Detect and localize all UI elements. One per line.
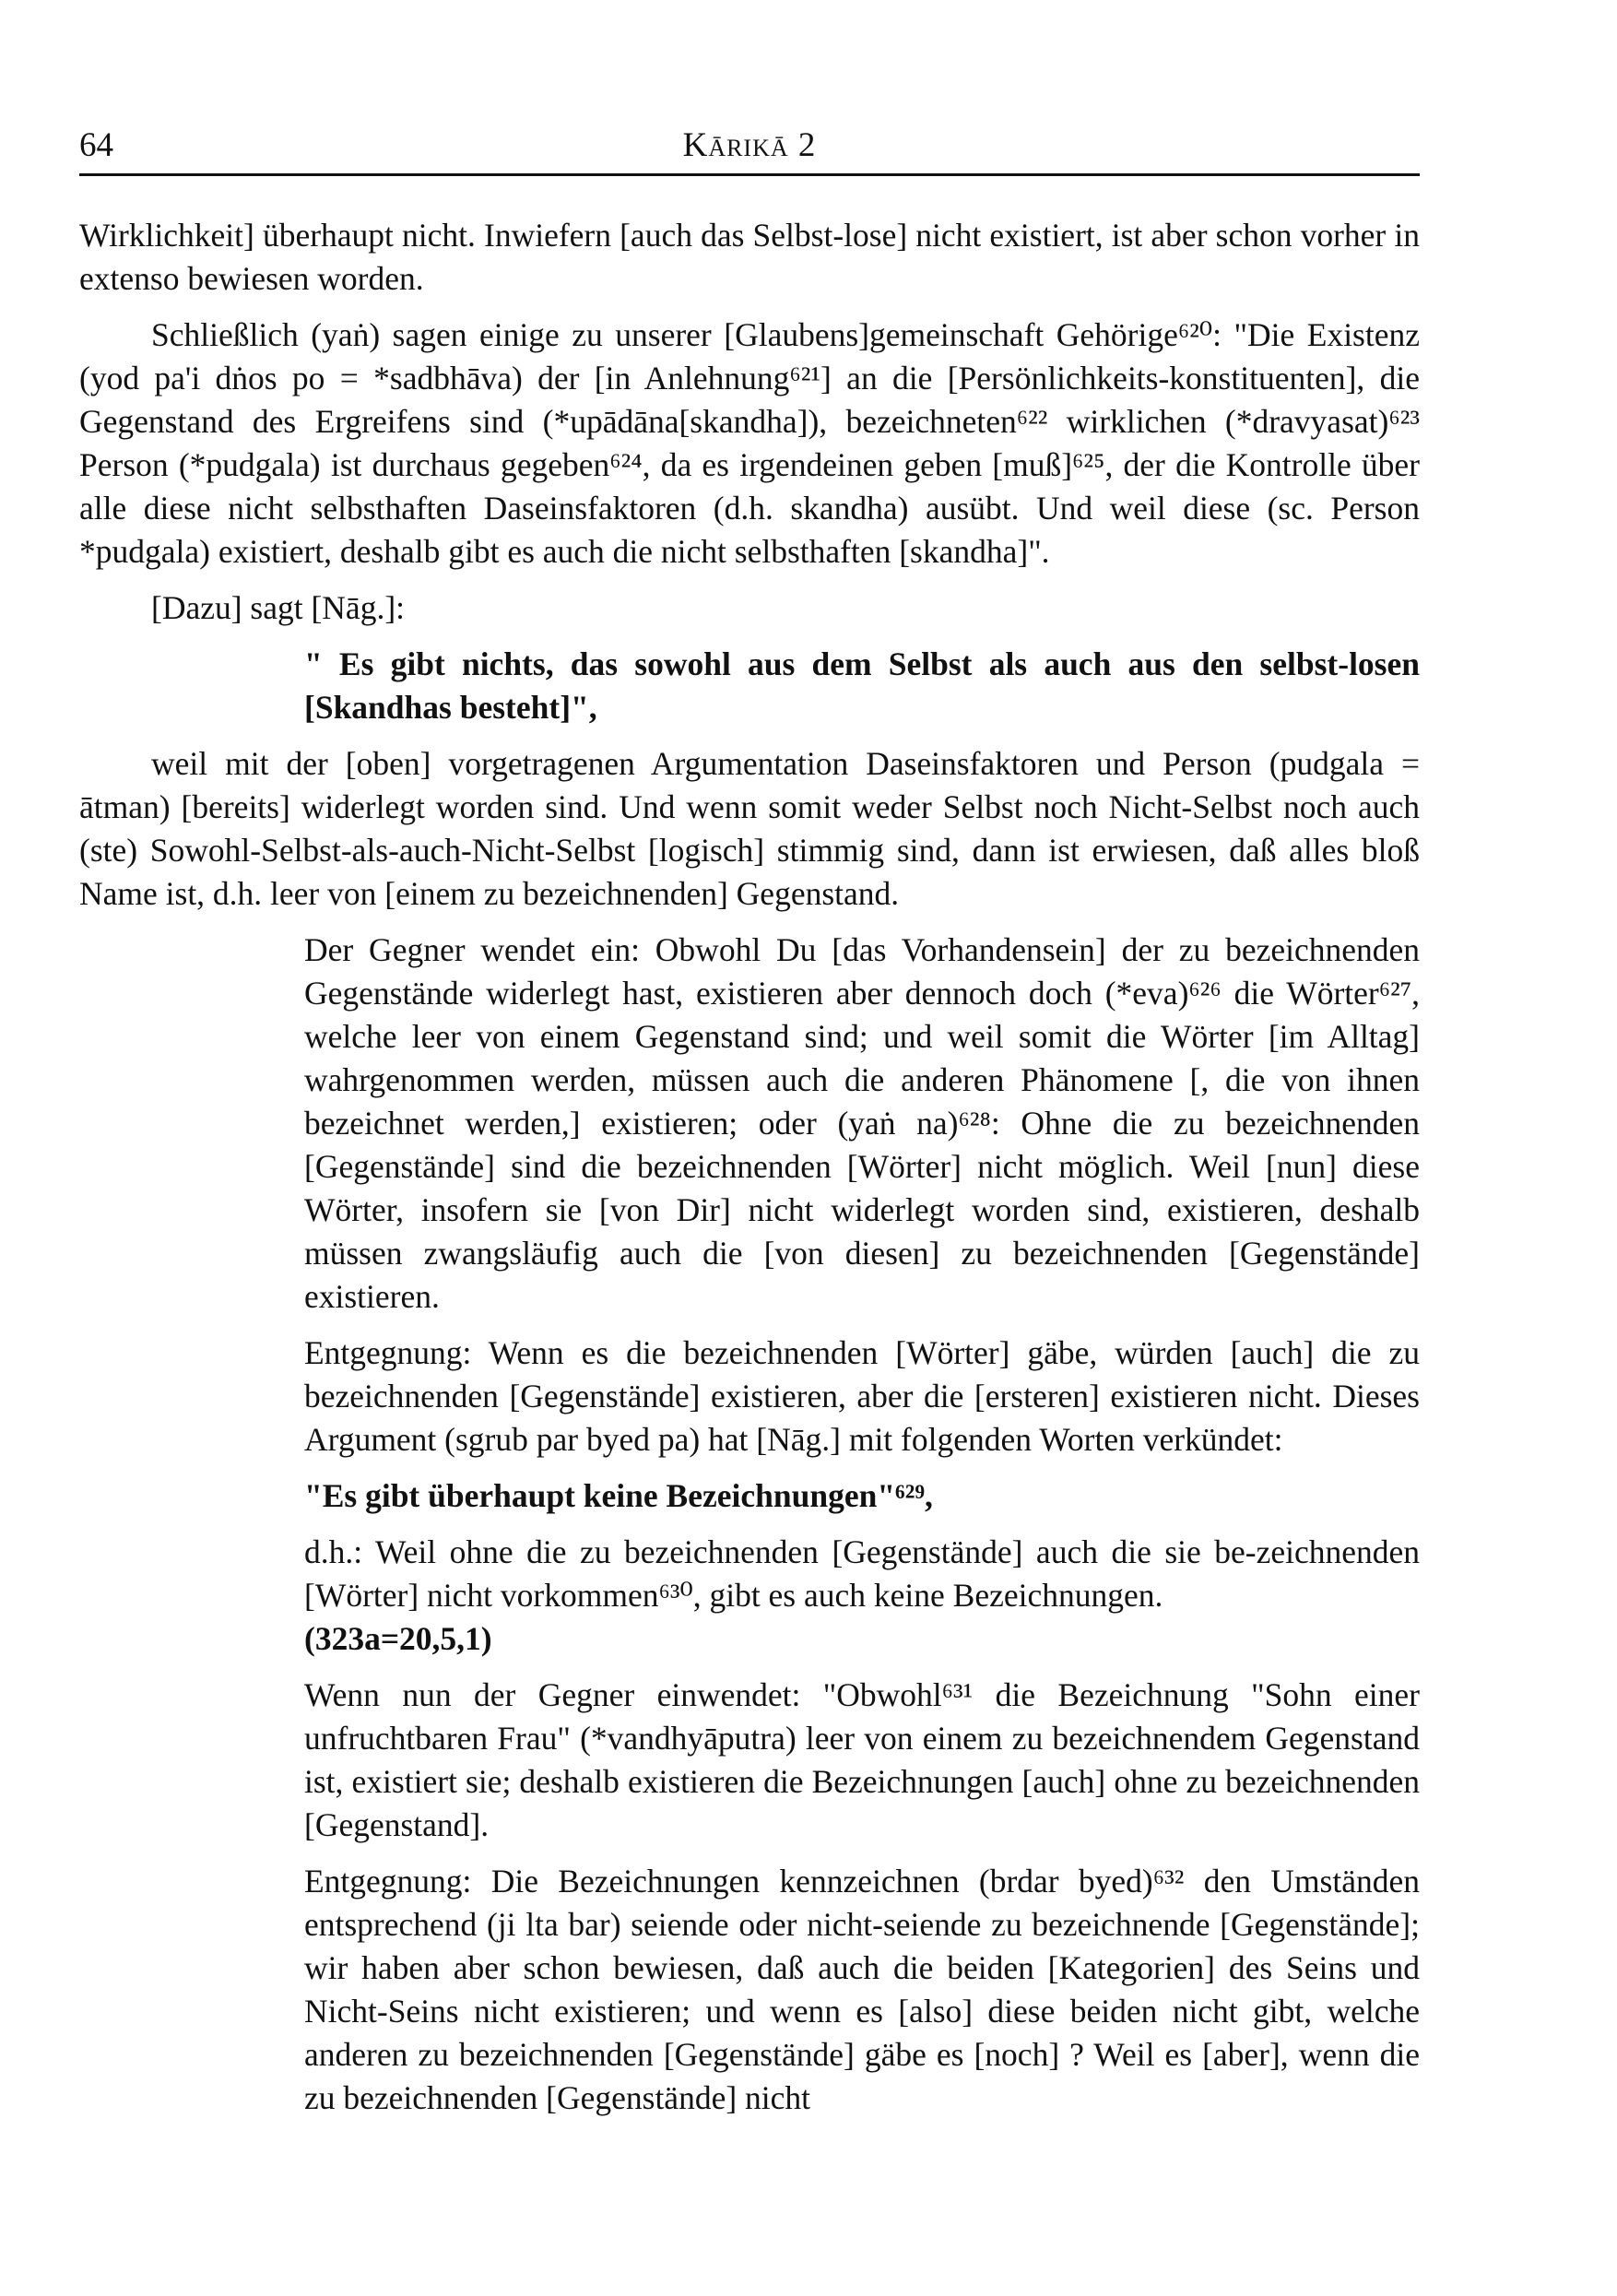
paragraph-1: Wirklichkeit] überhaupt nicht. Inwiefern [auch das Selbst-lose] nicht existiert, ist aber schon vorher in extenso bewiesen worden. — [79, 217, 1420, 297]
paragraph-4: weil mit der [oben] vorgetragenen Argumentation Daseinsfaktoren und Person (pudgala = ātman) [bereits] widerlegt worden sind. Und wenn somit weder Selbst noch Nicht-Selbst noch auch (ste) Sowohl-Selbst-als-auch-Nicht-Selbst [logisch] stimmig sind, dann ist erwiesen, daß alles bloß Name ist, d.h. leer von [einem zu bezeichnenden] Gegenstand. — [79, 745, 1420, 912]
block-objection-2: Wenn nun der Gegner einwendet: "Obwohl⁶³¹ die Bezeichnung "Sohn einer unfruchtbaren Frau" (*vandhyāputra) leer von einem zu bezeichnendem Gegenstand ist, existiert sie; deshalb existieren die Bezeichnungen [auch] ohne zu bezeichnenden [Gegenstand]. — [304, 1676, 1420, 1843]
verse-quote-1: " Es gibt nichts, das sowohl aus dem Selbst als auch aus den selbst-losen [Skandhas besteht]", — [304, 645, 1420, 726]
block-reply-2: Entgegnung: Die Bezeichnungen kennzeichnen (brdar byed)⁶³² den Umständen entsprechend (ji lta bar) seiende oder nicht-seiende zu bezeichnende [Gegenstände]; wir haben aber schon bewiesen, daß auch die beiden [Kategorien] des Seins und Nicht-Seins nicht existieren; und wenn es [also] diese beiden nicht gibt, welche anderen zu bezeichnenden [Gegenstände] gäbe es [noch] ? Weil es [aber], wenn die zu bezeichnenden [Gegenstände] nicht — [304, 1863, 1420, 2116]
block-explanation: d.h.: Weil ohne die zu bezeichnenden [Gegenstände] auch die sie be-zeichnenden [Wörter] nicht vorkommen⁶³⁰, gibt es auch keine Bezeichnungen. — [304, 1533, 1420, 1614]
paragraph-3: [Dazu] sagt [Nāg.]: — [151, 589, 406, 626]
running-title: Kārikā 2 — [682, 126, 817, 164]
block-objection-1: Der Gegner wendet ein: Obwohl Du [das Vorhandensein] der zu bezeichnenden Gegenstände widerlegt hast, existieren aber dennoch doch (*eva)⁶²⁶ die Wörter⁶²⁷, welche leer von einem Gegenstand sind; und weil somit die Wörter [im Alltag] wahrgenommen werden, müssen auch die anderen Phänomene [, die von ihnen bezeichnet werden,] existieren; oder (yaṅ na)⁶²⁸: Ohne die zu bezeichnenden [Gegenstände] sind die bezeichnenden [Wörter] nicht möglich. Weil [nun] diese Wörter, insofern sie [von Dir] nicht widerlegt worden sind, existieren, deshalb müssen zwangsläufig auch die [von diesen] zu bezeichnenden [Gegenstände] existieren. — [304, 931, 1420, 1315]
page-body — [79, 214, 1420, 2120]
paragraph-2: Schließlich (yaṅ) sagen einige zu unserer [Glaubens]gemeinschaft Gehörige⁶²⁰: "Die Existenz (yod pa'i dṅos po = *sadbhāva) der [in Anlehnung⁶²¹] an die [Persönlichkeits-konstituenten], die Gegenstand des Ergreifens sind (*upādāna[skandha]), bezeichneten⁶²² wirklichen (*dravyasat)⁶²³ Person (*pudgala) ist durchaus gegeben⁶²⁴, da es irgendeinen geben [muß]⁶²⁵, der die Kontrolle über alle diese nicht selbsthaften Daseinsfaktoren (d.h. skandha) ausübt. Und weil diese (sc. Person *pudgala) existiert, deshalb gibt es auch die nicht selbsthaften [skandha]". — [79, 316, 1420, 570]
folio-reference: (323a=20,5,1) — [304, 1620, 492, 1657]
page-number: 64 — [79, 126, 113, 164]
page-header — [79, 125, 1420, 176]
block-reply-1: Entgegnung: Wenn es die bezeichnenden [Wörter] gäbe, würden [auch] die zu bezeichnenden [Gegenstände] existieren, aber die [ersteren] existieren nicht. Dieses Argument (sgrub par byed pa) hat [Nāg.] mit folgenden Worten verkündet: — [304, 1334, 1420, 1458]
verse-quote-2: "Es gibt überhaupt keine Bezeichnungen"⁶²⁹, — [304, 1477, 933, 1514]
